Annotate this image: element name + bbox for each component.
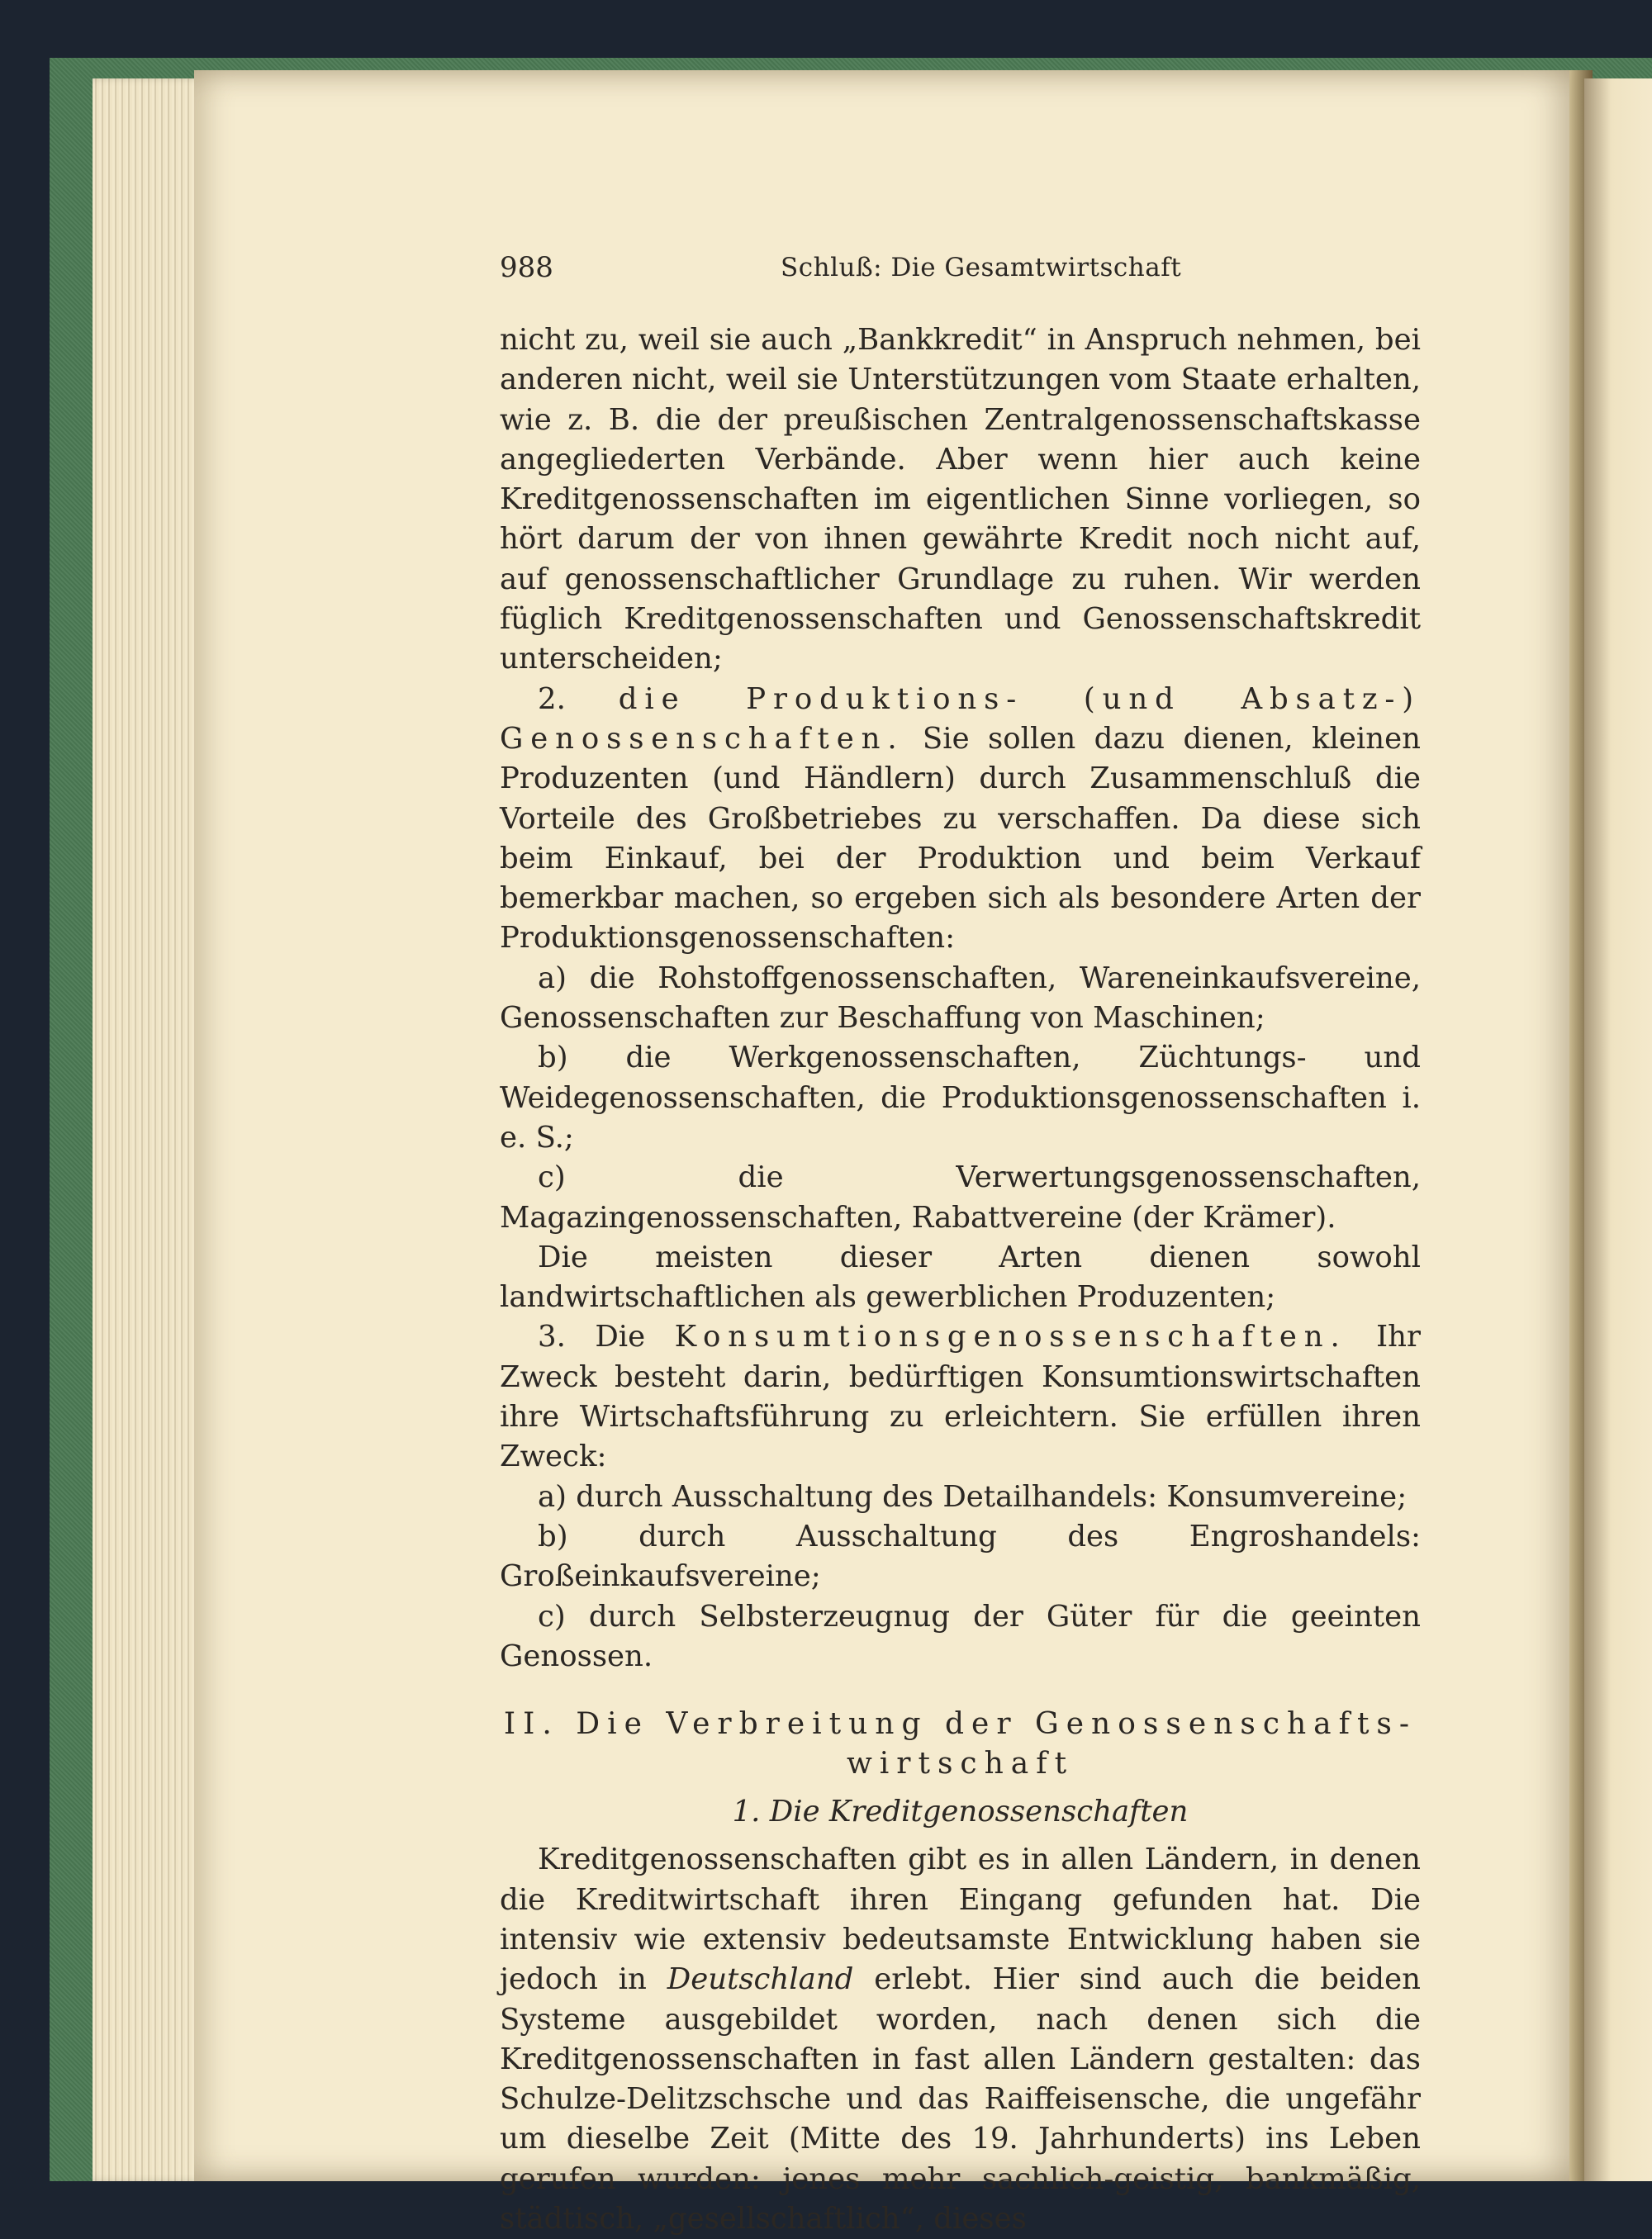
list-item-2 xyxy=(500,680,1421,959)
running-head-title: Schluß: Die Gesamtwirtschaft xyxy=(781,253,1182,282)
list-item-3-number: 3. Die xyxy=(538,1320,675,1354)
running-head xyxy=(500,248,1421,287)
facing-page-edge xyxy=(1584,78,1652,2181)
paragraph-kreditgenossenschaften xyxy=(500,1840,1421,2239)
list-item-3b: b) durch Ausschaltung des Engroshandels: Großeinkaufsvereine; xyxy=(500,1519,1421,1594)
page-number: 988 xyxy=(500,251,553,284)
list-item-3-text: Ihr Zweck besteht darin, bedürftigen Konsumtionswirtschaften ihre Wirtschaftsführung zu erleichtern. Sie erfüllen ihren Zweck: xyxy=(500,1320,1421,1474)
list-item-2b: b) die Werkgenossenschaften, Züchtungs- und Weidegenossenschaften, die Produktionsgenossenschaften i. e. S.; xyxy=(500,1041,1421,1155)
section-heading xyxy=(500,1705,1421,1784)
paragraph-meisten: Die meisten dieser Arten dienen sowohl landwirtschaftlichen als gewerblichen Produzenten; xyxy=(500,1240,1421,1315)
list-item-2a: a) die Rohstoffgenossenschaften, Wareneinkaufsvereine, Genossenschaften zur Beschaffung von Maschinen; xyxy=(500,961,1421,1036)
list-item-3-title: Konsumtionsgenossenschaften. xyxy=(674,1320,1347,1354)
list-item-3c: c) durch Selbsterzeugnug der Güter für die geeinten Genossen. xyxy=(500,1599,1421,1673)
paragraph-part-2: erlebt. Hier sind auch die beiden Systeme ausgebildet worden, nach denen sich die Kreditgenossenschaften in fast allen Ländern gestalten: das Schulze-Delitzschsche und das Raiffeisensche, die ungefähr um dieselbe Zeit (Mitte des 19. Jahrhunderts) ins Leben gerufen wurden: jenes mehr sachlich-geistig, bankmäßig, städtisch, „gesellschaftlich“, dieses xyxy=(500,1962,1421,2237)
list-item-2-title: die Produktions- (und Absatz-) Genossenschaften. xyxy=(500,681,1422,756)
subsection-heading: 1. Die Kreditgenossenschaften xyxy=(732,1795,1189,1829)
list-item-2c: c) die Verwertungsgenossenschaften, Magazingenossenschaften, Rabattvereine (der Krämer). xyxy=(500,1160,1421,1235)
text-block xyxy=(500,248,1421,2239)
list-item-3 xyxy=(500,1317,1421,1477)
section-heading-line-2: wirtschaft xyxy=(846,1747,1075,1781)
list-item-2-text: Sie sollen dazu dienen, kleinen Produzenten (und Händlern) durch Zusammenschluß die Vorteile des Großbetriebes zu verschaffen. Da diese sich beim Einkauf, bei der Produktion und beim Verkauf bemerkbar machen, so ergeben sich als besondere Arten der Produktionsgenossenschaften: xyxy=(500,721,1421,956)
paragraph-part-1: Kreditgenossenschaften gibt es in allen Ländern, in denen die Kreditwirtschaft ihren Eingang gefunden hat. Die intensiv wie extensiv bedeutsamste Entwicklung haben sie jedoch in xyxy=(500,1843,1421,1997)
section-heading-line-1: II. Die Verbreitung der Genossenschafts- xyxy=(503,1707,1417,1742)
list-item-2-number: 2. xyxy=(538,681,619,716)
list-item-3a: a) durch Ausschaltung des Detailhandels: Konsumvereine; xyxy=(538,1479,1408,1514)
paragraph-continuation: nicht zu, weil sie auch „Bankkredit“ in Anspruch nehmen, bei anderen nicht, weil sie Unterstützungen vom Staate erhalten, wie z. B. die der preußischen Zentralgenossenschaftskasse angegliederten Verbände. Aber wenn hier auch keine Kreditgenossenschaften im eigentlichen Sinne vorliegen, so hört darum der von ihnen gewährte Kredit noch nicht auf, auf genossenschaftlicher Grundlage zu ruhen. Wir werden füglich Kreditgenossenschaften und Genossenschaftskredit unterscheiden; xyxy=(500,323,1421,676)
emphasis-deutschland: Deutschland xyxy=(667,1962,854,1997)
